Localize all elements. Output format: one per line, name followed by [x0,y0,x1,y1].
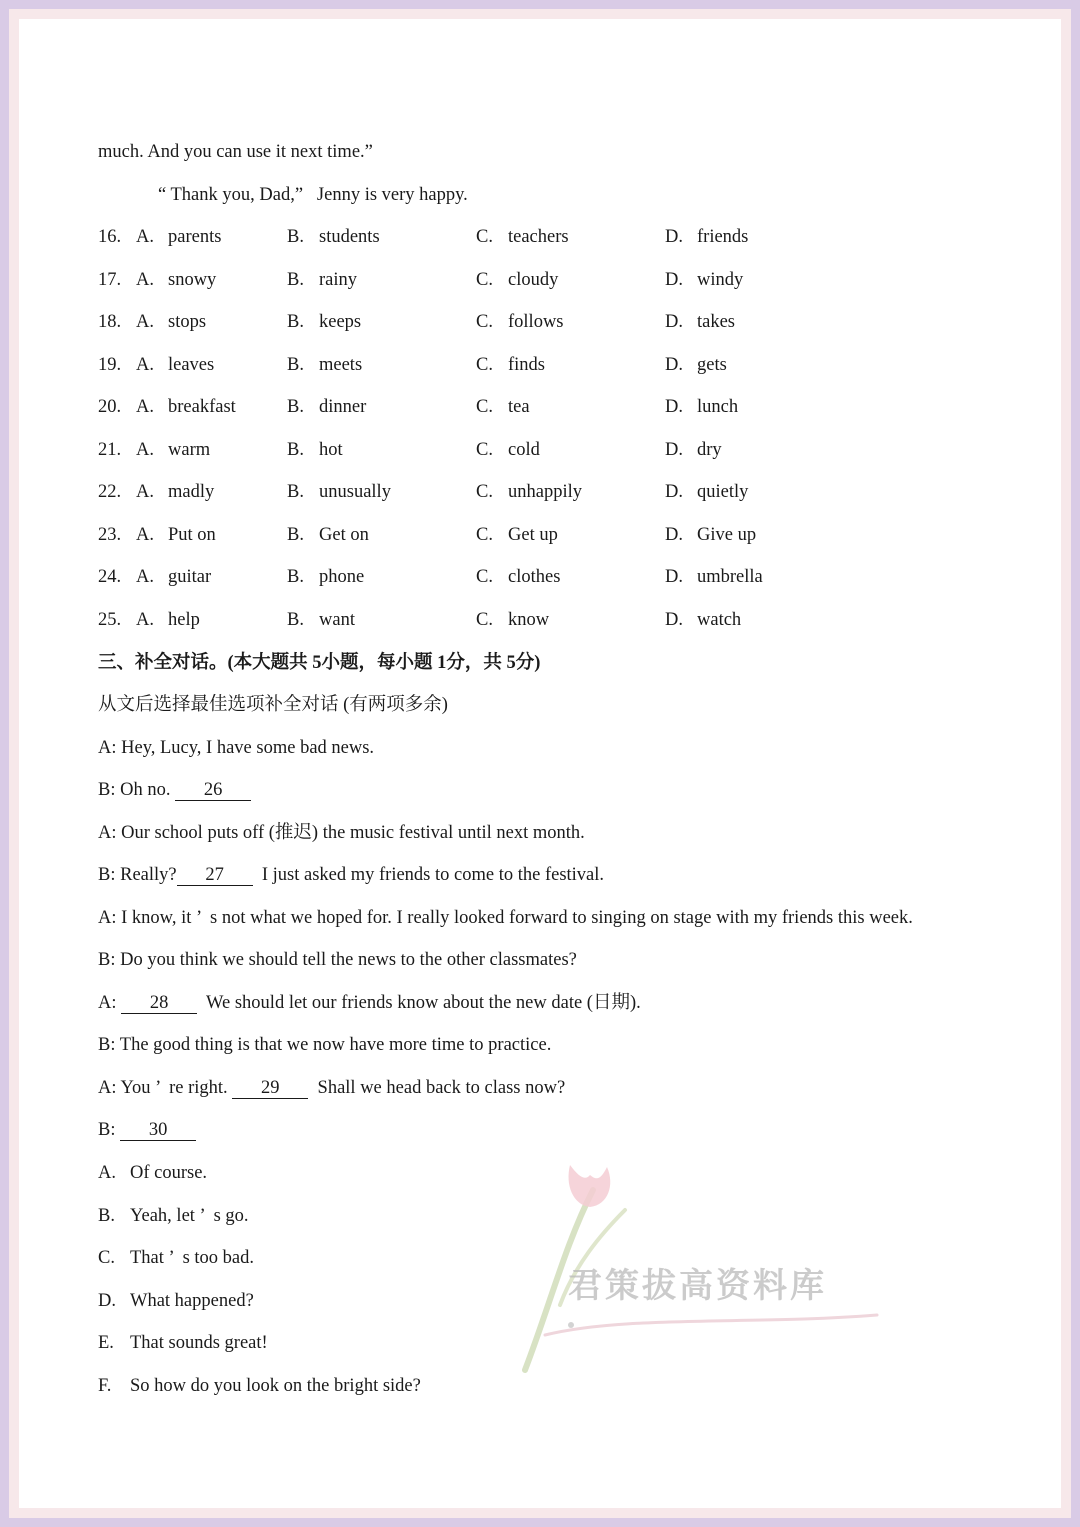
option-letter: C. [476,567,493,587]
dialogue-text: A: You ’ re right. [98,1078,233,1098]
option-text: gets [697,355,727,375]
option-letter: C. [476,482,493,502]
option-b[interactable] [287,353,362,377]
option-d[interactable] [665,225,748,249]
option-a[interactable] [136,608,200,632]
dialogue-line [98,863,604,887]
option-text: windy [697,270,744,290]
option-letter: B. [287,610,304,630]
option-text: phone [319,567,365,587]
option-text: snowy [168,270,217,290]
question-number: 17. [98,270,122,290]
option-letter: D. [665,355,683,375]
option-text: students [319,227,380,247]
choice-item [98,1204,249,1228]
option-text: rainy [319,270,358,290]
dialogue-line: B: The good thing is that we now have more time to practice. [98,1035,552,1055]
cloze-option-row [98,353,998,377]
dialogue-line [98,1118,196,1142]
dialogue-text: We should let our friends know about the new date (日期). [197,993,641,1013]
dialogue-text: I just asked my friends to come to the festival. [252,865,605,885]
option-letter: C. [476,270,493,290]
option-letter: B. [287,567,304,587]
choice-text: What happened? [130,1291,254,1311]
cloze-option-row [98,608,998,632]
choice-letter: B. [98,1206,115,1226]
option-b[interactable] [287,565,364,589]
option-letter: C. [476,227,493,247]
option-text: stops [168,312,207,332]
option-letter: D. [665,397,683,417]
dialogue-line [98,778,251,802]
option-letter: C. [476,355,493,375]
option-letter: D. [665,525,683,545]
option-a[interactable] [136,225,221,249]
choice-item [98,1331,268,1355]
option-c[interactable] [476,523,558,547]
option-text: finds [508,355,545,375]
option-letter: C. [476,312,493,332]
option-text: help [168,610,200,630]
option-letter: D. [665,270,683,290]
choice-item [98,1246,254,1270]
option-letter: B. [287,270,304,290]
option-b[interactable] [287,608,355,632]
option-a[interactable] [136,480,214,504]
dialogue-line: B: Do you think we should tell the news to the other classmates? [98,950,577,970]
choice-letter: F. [98,1376,112,1396]
option-text: takes [697,312,736,332]
option-text: quietly [697,482,749,502]
option-text: tea [508,397,530,417]
option-a[interactable] [136,310,206,334]
question-number: 20. [98,397,122,417]
option-c[interactable] [476,438,540,462]
watermark-text: 君策拔高资料库 [568,1266,827,1306]
dialogue-line: A: Hey, Lucy, I have some bad news. [98,738,375,758]
choice-letter: A. [98,1163,116,1183]
option-letter: A. [136,440,154,460]
option-letter: B. [287,227,304,247]
question-number: 16. [98,227,122,247]
option-text: friends [697,227,749,247]
option-a[interactable] [136,523,216,547]
option-d[interactable] [665,268,743,292]
option-text: want [319,610,355,630]
option-text: unhappily [508,482,582,502]
question-number: 21. [98,440,122,460]
option-letter: D. [665,227,683,247]
option-text: dry [697,440,722,460]
dialogue-line [98,1076,565,1100]
option-text: umbrella [697,567,763,587]
section-title: 三、补全对话。(本大题共 5小题，每小题 1分，共 5分) [98,653,541,673]
option-text: unusually [319,482,391,502]
option-letter: C. [476,525,493,545]
option-c[interactable] [476,565,560,589]
option-text: warm [168,440,211,460]
option-d[interactable] [665,395,738,419]
option-b[interactable] [287,310,361,334]
option-letter: D. [665,567,683,587]
option-letter: A. [136,397,154,417]
option-c[interactable] [476,395,530,419]
option-letter: B. [287,482,304,502]
option-letter: D. [665,610,683,630]
answer-blank-28[interactable]: 28 [121,993,197,1014]
option-a[interactable] [136,395,236,419]
option-letter: C. [476,397,493,417]
option-letter: A. [136,355,154,375]
question-number: 25. [98,610,122,630]
option-c[interactable] [476,268,558,292]
cloze-option-row [98,480,998,504]
option-text: watch [697,610,742,630]
answer-blank-29[interactable]: 29 [232,1078,308,1099]
option-d[interactable] [665,523,756,547]
option-letter: A. [136,227,154,247]
choice-item [98,1161,207,1185]
option-text: Put on [168,525,216,545]
dialogue-text: B: [98,1120,121,1140]
option-text: clothes [508,567,561,587]
dialogue-line: A: Our school puts off (推迟) the music festival until next month. [98,823,585,843]
dialogue-text: B: Really? [98,865,177,885]
dialogue-line [98,991,641,1015]
choice-text: Yeah, let ’ s go. [130,1206,249,1226]
dialogue-line: A: I know, it ’ s not what we hoped for. I really looked forward to singing on stage with my friends this week. [98,908,913,928]
option-text: guitar [168,567,212,587]
option-letter: A. [136,525,154,545]
question-number: 22. [98,482,122,502]
option-text: lunch [697,397,739,417]
dialogue-text: A: [98,993,122,1013]
option-letter: B. [287,440,304,460]
option-a[interactable] [136,438,210,462]
cloze-option-row [98,395,998,419]
passage-line: “ Thank you, Dad,” Jenny is very happy. [158,185,468,205]
choice-text: Of course. [130,1163,208,1183]
cloze-option-row [98,565,998,589]
question-number: 24. [98,567,122,587]
answer-blank-26[interactable]: 26 [175,780,251,801]
option-text: dinner [319,397,367,417]
option-a[interactable] [136,565,211,589]
option-letter: A. [136,567,154,587]
option-letter: A. [136,482,154,502]
choice-text: That ’ s too bad. [130,1248,254,1268]
option-text: teachers [508,227,569,247]
question-number: 19. [98,355,122,375]
option-c[interactable] [476,480,582,504]
option-a[interactable] [136,353,214,377]
dialogue-text: B: Oh no. [98,780,176,800]
option-c[interactable] [476,310,564,334]
choice-letter: D. [98,1291,116,1311]
cloze-option-row [98,438,998,462]
option-letter: D. [665,482,683,502]
option-a[interactable] [136,268,216,292]
dialogue-text: Shall we head back to class now? [308,1078,566,1098]
option-c[interactable] [476,608,549,632]
option-letter: A. [136,270,154,290]
option-text: madly [168,482,215,502]
option-text: cold [508,440,540,460]
choice-item [98,1289,254,1313]
option-text: cloudy [508,270,559,290]
option-letter: D. [665,440,683,460]
option-c[interactable] [476,353,545,377]
option-text: follows [508,312,564,332]
option-text: leaves [168,355,215,375]
choice-text: That sounds great! [130,1333,268,1353]
option-text: know [508,610,550,630]
option-letter: B. [287,355,304,375]
question-number: 23. [98,525,122,545]
option-text: Get on [319,525,369,545]
cloze-option-row [98,310,998,334]
choice-letter: C. [98,1248,115,1268]
option-text: meets [319,355,363,375]
option-letter: B. [287,397,304,417]
choice-item [98,1374,421,1398]
choice-letter: E. [98,1333,114,1353]
section-instruction: 从文后选择最佳选项补全对话 (有两项多余) [98,695,448,715]
option-d[interactable] [665,608,741,632]
choice-text: So how do you look on the bright side? [130,1376,421,1396]
answer-blank-27[interactable]: 27 [177,865,253,886]
question-number: 18. [98,312,122,332]
option-text: Get up [508,525,558,545]
option-b[interactable] [287,268,357,292]
option-b[interactable] [287,225,380,249]
option-text: breakfast [168,397,236,417]
option-letter: C. [476,440,493,460]
option-text: parents [168,227,222,247]
option-text: keeps [319,312,362,332]
option-c[interactable] [476,225,569,249]
option-text: hot [319,440,343,460]
option-letter: A. [136,610,154,630]
passage-line: much. And you can use it next time.” [98,142,373,162]
option-b[interactable] [287,480,391,504]
cloze-option-row [98,268,998,292]
option-letter: B. [287,525,304,545]
option-letter: D. [665,312,683,332]
option-letter: B. [287,312,304,332]
option-b[interactable] [287,395,366,419]
cloze-option-row [98,225,998,249]
option-d[interactable] [665,438,722,462]
option-b[interactable] [287,523,369,547]
cloze-option-row [98,523,998,547]
option-d[interactable] [665,565,763,589]
option-b[interactable] [287,438,343,462]
option-d[interactable] [665,310,735,334]
option-letter: C. [476,610,493,630]
option-d[interactable] [665,353,727,377]
answer-blank-30[interactable]: 30 [120,1120,196,1141]
option-d[interactable] [665,480,748,504]
option-letter: A. [136,312,154,332]
option-text: Give up [697,525,757,545]
